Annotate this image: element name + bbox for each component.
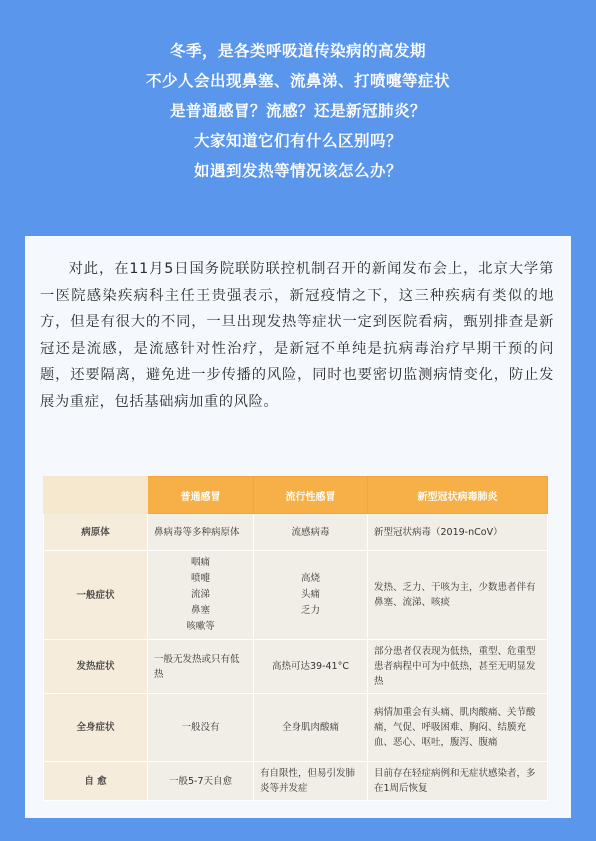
- cell-flu: 高热可达39-41°C: [254, 640, 368, 694]
- header-line: 冬季，是各类呼吸道传染病的高发期: [169, 42, 426, 60]
- cell-covid: 发热、乏力、干咳为主，少数患者伴有鼻塞、流涕、咳痰: [368, 551, 548, 640]
- symptom-item: 乏力: [300, 605, 320, 616]
- article-paragraph: 对此，在11月5日国务院联防联控机制召开的新闻发布会上，北京大学第一医院感染疾病科主任王贵强表示，新冠疫情之下，这三种疾病有类似的地方，但是有很大的不同，一旦出现发热等症状一定到医院看病，甄别排查是新冠还是流感，是流感针对性治疗，是新冠不单纯是抗病毒治疗早期干预的问题，还要隔离，避免进一步传播的风险，同时也要密切监测病情变化，防止发展为重症，包括基础病加重的风险。: [40, 261, 554, 410]
- table-header-flu: 流行性感冒: [254, 477, 368, 514]
- row-label: 一般症状: [44, 551, 148, 640]
- table-row: [44, 551, 548, 640]
- symptom-item: 咳嗽等: [186, 621, 215, 632]
- cell-flu: 有自限性，但易引发肺炎等并发症: [254, 762, 368, 801]
- comparison-table: [43, 476, 547, 794]
- table-header-covid: 新型冠状病毒肺炎: [368, 477, 548, 514]
- row-label: 自 愈: [44, 762, 148, 801]
- cell-flu: [254, 551, 368, 640]
- intro-header: [0, 36, 596, 186]
- table-row: [44, 514, 548, 551]
- table-row: [44, 694, 548, 762]
- symptom-item: 喷嚏: [190, 573, 210, 584]
- cell-covid: 目前存在轻症病例和无症状感染者，多在1周后恢复: [368, 762, 548, 801]
- table-header-corner: [44, 477, 148, 514]
- symptom-item: 咽痛: [190, 557, 210, 568]
- cell-cold: 一般无发热或只有低热: [148, 640, 254, 694]
- symptom-item: 高烧: [300, 573, 320, 584]
- header-line: 是普通感冒？流感？还是新冠肺炎？: [169, 102, 426, 120]
- header-line: 不少人会出现鼻塞、流鼻涕、打喷嚏等症状: [145, 72, 450, 90]
- cell-cold: 一般5-7天自愈: [148, 762, 254, 801]
- cell-covid: 新型冠状病毒（2019-nCoV）: [368, 514, 548, 551]
- cell-cold: 一般没有: [148, 694, 254, 762]
- symptom-item: 头痛: [300, 589, 320, 600]
- comparison-table-grid: [43, 476, 548, 801]
- table-header-cold: 普通感冒: [148, 477, 254, 514]
- row-label: 发热症状: [44, 640, 148, 694]
- header-line: 大家知道它们有什么区别吗？: [193, 132, 402, 150]
- table-header-row: [44, 477, 548, 514]
- symptom-item: 流涕: [190, 589, 210, 600]
- row-label: 全身症状: [44, 694, 148, 762]
- table-row: [44, 762, 548, 801]
- cell-cold: [148, 551, 254, 640]
- cell-covid: 病情加重会有头痛、肌肉酸痛、关节酸痛，气促、呼吸困难、胸闷、结膜充血、恶心、呕吐，腹泻、腹痛: [368, 694, 548, 762]
- table-row: [44, 640, 548, 694]
- symptom-item: 鼻塞: [190, 605, 210, 616]
- cell-flu: 流感病毒: [254, 514, 368, 551]
- header-line: 如遇到发热等情况该怎么办？: [193, 162, 402, 180]
- cell-flu: 全身肌肉酸痛: [254, 694, 368, 762]
- cell-cold: 鼻病毒等多种病原体: [148, 514, 254, 551]
- cell-covid: 部分患者仅表现为低热，重型、危重型患者病程中可为中低热，甚至无明显发热: [368, 640, 548, 694]
- row-label: 病原体: [44, 514, 148, 551]
